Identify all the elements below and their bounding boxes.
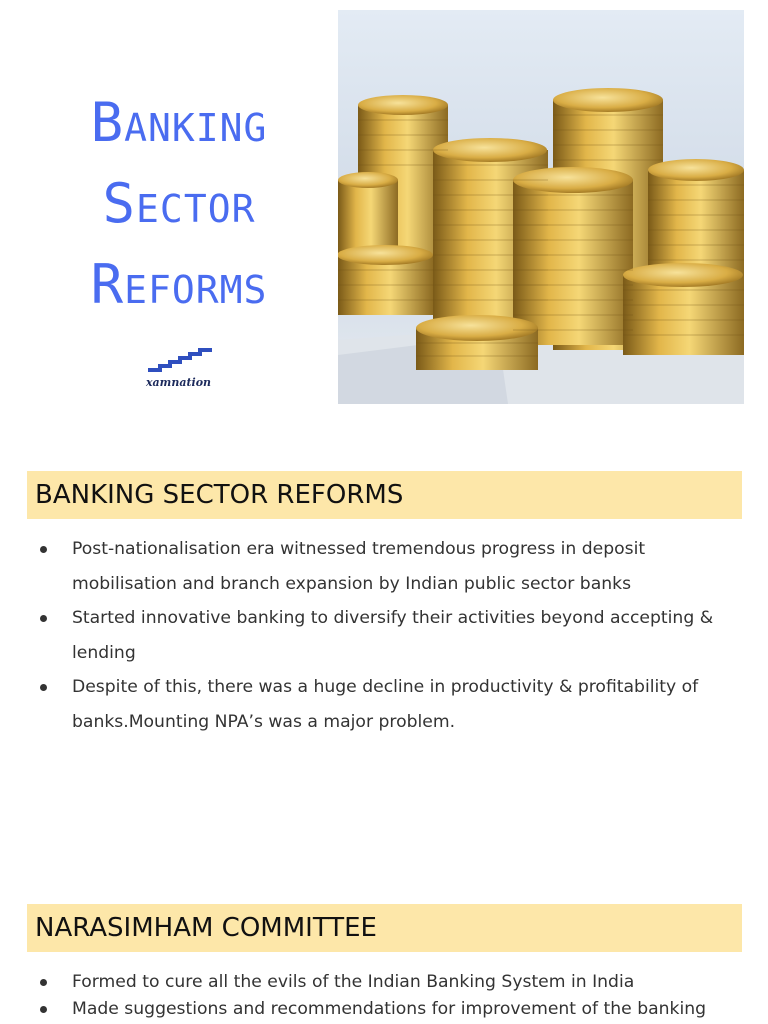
list-item: Post-nationalisation era witnessed tremendous progress in deposit mobilisation and branch expansion by Indian public sector banks: [27, 532, 742, 601]
cover-title-line: Sector: [102, 172, 256, 235]
coin-stack: [338, 245, 433, 315]
coin-stack: [513, 167, 633, 345]
coin-stack: [623, 263, 744, 355]
committee-bullet-list: [27, 969, 742, 1023]
list-item: Despite of this, there was a huge decline in productivity & profitability of banks.Mounting NPA’s was a major problem.: [27, 670, 742, 739]
list-item: Made suggestions and recommendations for improvement of the banking: [27, 996, 742, 1023]
xamnation-logo: [140, 346, 220, 394]
cover-title-line: Reforms: [90, 253, 268, 316]
list-item: Formed to cure all the evils of the Indian Banking System in India: [27, 969, 742, 996]
reforms-bullet-list: [27, 532, 742, 739]
coin-stack: [416, 315, 538, 370]
gold-coins-photo: [338, 10, 744, 404]
cover-title: [20, 82, 338, 325]
cover-title-line: Banking: [90, 91, 268, 154]
section-heading-banking-sector-reforms: BANKING SECTOR REFORMS: [27, 471, 742, 519]
section-heading-narasimham-committee: NARASIMHAM COMMITTEE: [27, 904, 742, 952]
logo-text: xamnation: [146, 376, 212, 389]
list-item: Started innovative banking to diversify their activities beyond accepting & lending: [27, 601, 742, 670]
stairs-icon: [148, 346, 214, 376]
